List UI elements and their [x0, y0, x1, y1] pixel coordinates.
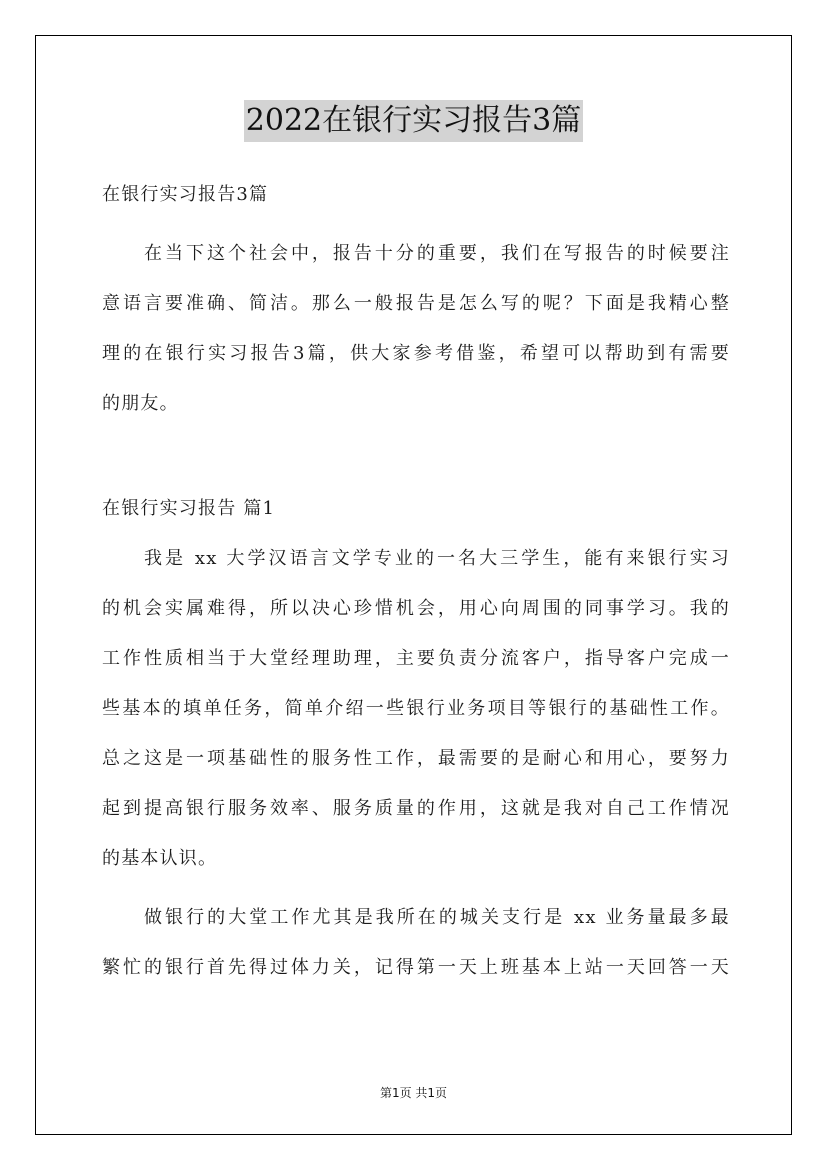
intro-line: 在当下这个社会中，报告十分的重要，我们在写报告的时候要注 [144, 243, 730, 264]
document-title: 2022在银行实习报告3篇 [244, 100, 583, 142]
section-heading: 在银行实习报告 篇1 [102, 498, 276, 519]
paragraph-line: 我是 xx 大学汉语言文学专业的一名大三学生，能有来银行实习 [144, 548, 730, 569]
paragraph-line: 些基本的填单任务，简单介绍一些银行业务项目等银行的基础性工作。 [102, 698, 730, 719]
intro-line: 的朋友。 [102, 393, 179, 414]
intro-line: 意语言要准确、简洁。那么一般报告是怎么写的呢？下面是我精心整 [102, 293, 730, 314]
paragraph-line: 繁忙的银行首先得过体力关，记得第一天上班基本上站一天回答一天 [102, 957, 730, 978]
paragraph-line: 做银行的大堂工作尤其是我所在的城关支行是 xx 业务量最多最 [144, 907, 730, 928]
paragraph-line: 总之这是一项基础性的服务性工作，最需要的是耐心和用心，要努力 [102, 748, 730, 769]
page-footer: 第1页 共1页 [379, 1086, 448, 1100]
paragraph-line: 的机会实属难得，所以决心珍惜机会，用心向周围的同事学习。我的 [102, 598, 730, 619]
paragraph-line: 起到提高银行服务效率、服务质量的作用，这就是我对自己工作情况 [102, 798, 730, 819]
document-body [102, 170, 730, 993]
title-container [0, 100, 827, 142]
paragraph-line: 工作性质相当于大堂经理助理，主要负责分流客户，指导客户完成一 [102, 648, 730, 669]
intro-line: 理的在银行实习报告3篇，供大家参考借鉴，希望可以帮助到有需要 [102, 343, 730, 364]
paragraph-line: 的基本认识。 [102, 848, 218, 869]
subtitle: 在银行实习报告3篇 [102, 184, 269, 205]
